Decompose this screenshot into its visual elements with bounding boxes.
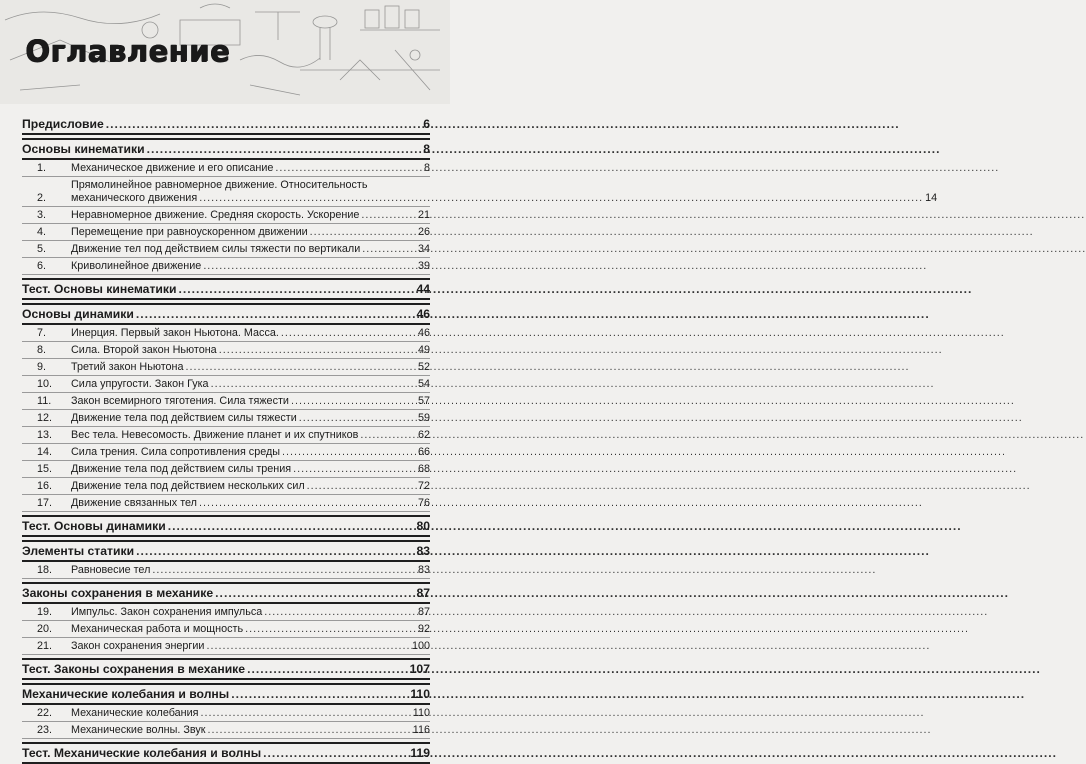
item-number: 13. xyxy=(37,429,53,441)
leader-dots xyxy=(199,497,416,510)
leader-dots xyxy=(360,429,416,442)
page-number: 14 xyxy=(925,192,938,204)
item-number: 23. xyxy=(37,724,53,736)
item-label: Равновесие тел xyxy=(71,564,151,576)
section-label: Тест. Механические колебания и волны xyxy=(22,746,262,760)
item-label: Импульс. Закон сохранения импульса xyxy=(71,606,263,618)
page-number: 66 xyxy=(417,446,430,458)
item-label: Криволинейное движение xyxy=(71,260,202,272)
page-number: 21 xyxy=(417,209,430,221)
leader-dots xyxy=(299,412,416,425)
page-number: 87 xyxy=(417,606,430,618)
toc-section-row[interactable] xyxy=(22,658,430,680)
toc-item-row[interactable] xyxy=(22,359,430,376)
page-number: 110 xyxy=(410,687,430,701)
leader-dots xyxy=(215,587,414,600)
item-number: 17. xyxy=(37,497,53,509)
section-label: Тест. Законы сохранения в механике xyxy=(22,662,246,676)
item-label: Сила упругости. Закон Гука xyxy=(71,378,209,390)
item-number: 12. xyxy=(37,412,53,424)
page-number: 107 xyxy=(409,662,430,676)
item-number: 11. xyxy=(37,395,52,407)
toc-item-row[interactable] xyxy=(22,604,430,621)
item-label: Вес тела. Невесомость. Движение планет и их спутников xyxy=(71,429,359,441)
page-number: 8 xyxy=(423,142,430,156)
page-number: 57 xyxy=(417,395,430,407)
toc-section-row[interactable] xyxy=(22,742,430,764)
leader-dots xyxy=(106,118,416,131)
item-number: 20. xyxy=(37,623,53,635)
leader-dots xyxy=(152,564,416,577)
page-number: 34 xyxy=(417,243,430,255)
leader-dots xyxy=(219,344,416,357)
leader-dots xyxy=(310,226,416,239)
page-number: 119 xyxy=(410,746,430,760)
header-illustration-area xyxy=(0,0,450,104)
item-label-block xyxy=(71,179,937,205)
leader-dots xyxy=(203,260,416,273)
section-label: Механические колебания и волны xyxy=(22,687,230,701)
item-label: Прямолинейное равномерное движение. Относительность xyxy=(71,179,368,191)
toc-section-row[interactable] xyxy=(22,540,430,562)
table-of-contents xyxy=(22,115,938,764)
page-number: 110 xyxy=(412,707,430,719)
toc-item-row[interactable] xyxy=(22,621,430,638)
item-label: Механическое движение и его описание xyxy=(71,162,274,174)
page-number: 100 xyxy=(411,640,430,652)
toc-section-row[interactable] xyxy=(22,115,430,135)
leader-dots xyxy=(281,327,416,340)
toc-item-row[interactable] xyxy=(22,638,430,655)
toc-section-row[interactable] xyxy=(22,278,430,300)
section-label: Тест. Основы кинематики xyxy=(22,282,177,296)
leader-dots xyxy=(136,545,414,558)
leader-dots xyxy=(208,724,411,737)
section-label: Предисловие xyxy=(22,117,104,131)
item-number: 2. xyxy=(37,192,47,204)
toc-item-row[interactable] xyxy=(22,224,430,241)
toc-item-row[interactable] xyxy=(22,722,430,739)
item-number: 5. xyxy=(37,243,47,255)
toc-section-row[interactable] xyxy=(22,515,430,537)
item-label: Движение тела под действием нескольких сил xyxy=(71,480,305,492)
item-label: Механическая работа и мощность xyxy=(71,623,244,635)
section-label: Элементы статики xyxy=(22,544,135,558)
page-title: Оглавление xyxy=(25,34,230,68)
page-number: 72 xyxy=(417,480,430,492)
page-number: 52 xyxy=(417,361,430,373)
leader-dots xyxy=(293,463,416,476)
page-number: 39 xyxy=(417,260,430,272)
leader-dots xyxy=(206,640,410,653)
item-label: Сила трения. Сила сопротивления среды xyxy=(71,446,281,458)
item-label: Закон всемирного тяготения. Сила тяжести xyxy=(71,395,289,407)
toc-item-row[interactable] xyxy=(22,393,430,410)
item-label: Движение тел под действием силы тяжести по вертикали xyxy=(71,243,361,255)
page-number: 59 xyxy=(417,412,430,424)
item-label: Закон сохранения энергии xyxy=(71,640,205,652)
toc-section-row[interactable] xyxy=(22,303,430,325)
item-number: 8. xyxy=(37,344,47,356)
leader-dots xyxy=(361,209,416,222)
item-label: Сила. Второй закон Ньютона xyxy=(71,344,217,356)
item-number: 18. xyxy=(37,564,53,576)
toc-item-row[interactable] xyxy=(22,495,430,512)
item-number: 14. xyxy=(37,446,53,458)
page-number: 68 xyxy=(417,463,430,475)
leader-dots xyxy=(179,283,415,296)
page-number: 8 xyxy=(423,162,430,174)
item-label-continued: механического движения xyxy=(71,192,198,204)
page-number: 116 xyxy=(412,724,430,736)
toc-item-row[interactable] xyxy=(22,444,430,461)
leader-dots xyxy=(264,606,416,619)
item-label-line2 xyxy=(71,192,937,205)
toc-section-row[interactable] xyxy=(22,683,430,705)
item-number: 6. xyxy=(37,260,47,272)
leader-dots xyxy=(291,395,416,408)
leader-dots xyxy=(362,243,416,256)
item-number: 3. xyxy=(37,209,47,221)
item-number: 16. xyxy=(37,480,53,492)
toc-item-row[interactable] xyxy=(22,410,430,427)
page-number: 83 xyxy=(417,564,430,576)
page-number: 83 xyxy=(416,544,430,558)
toc-item-row[interactable] xyxy=(22,325,430,342)
leader-dots xyxy=(211,378,416,391)
item-label: Неравномерное движение. Средняя скорость. Ускорение xyxy=(71,209,360,221)
leader-dots xyxy=(282,446,416,459)
leader-dots xyxy=(186,361,416,374)
toc-section-row[interactable] xyxy=(22,582,430,604)
item-label: Третий закон Ньютона xyxy=(71,361,184,373)
leader-dots xyxy=(245,623,416,636)
item-label: Движение тела под действием силы тяжести xyxy=(71,412,297,424)
leader-dots xyxy=(136,308,415,321)
toc-item-row[interactable] xyxy=(22,562,430,579)
page-number: 62 xyxy=(417,429,430,441)
item-number: 19. xyxy=(37,606,53,618)
item-label: Перемещение при равноускоренном движении xyxy=(71,226,308,238)
toc-item-row[interactable] xyxy=(22,177,938,207)
toc-section-row[interactable] xyxy=(22,138,430,160)
item-label: Движение тела под действием силы трения xyxy=(71,463,292,475)
page-number: 87 xyxy=(416,586,430,600)
leader-dots xyxy=(199,192,923,205)
toc-item-row[interactable] xyxy=(22,461,430,478)
item-number: 1. xyxy=(37,162,47,174)
leader-dots xyxy=(147,143,416,156)
page-number: 76 xyxy=(417,497,430,509)
page-number: 6 xyxy=(423,117,430,131)
page-number: 46 xyxy=(417,327,430,339)
section-label: Основы динамики xyxy=(22,307,134,321)
section-label: Тест. Основы динамики xyxy=(22,519,166,533)
page-number: 44 xyxy=(416,282,430,296)
toc-item-row[interactable] xyxy=(22,258,430,275)
toc-item-row[interactable] xyxy=(22,241,430,258)
section-label: Законы сохранения в механике xyxy=(22,586,214,600)
item-number: 22. xyxy=(37,707,53,719)
page-number: 46 xyxy=(416,307,430,321)
leader-dots xyxy=(263,747,408,760)
item-number: 15. xyxy=(37,463,53,475)
page-number: 54 xyxy=(417,378,430,390)
item-label: Инерция. Первый закон Ньютона. Масса. xyxy=(71,327,279,339)
toc-item-row[interactable] xyxy=(22,207,430,224)
leader-dots xyxy=(307,480,416,493)
item-number: 4. xyxy=(37,226,47,238)
item-label: Движение связанных тел xyxy=(71,497,197,509)
item-label: Механические волны. Звук xyxy=(71,724,206,736)
section-label: Основы кинематики xyxy=(22,142,145,156)
item-number: 7. xyxy=(37,327,47,339)
leader-dots xyxy=(201,707,411,720)
page-number: 80 xyxy=(416,519,430,533)
page-number: 49 xyxy=(417,344,430,356)
toc-item-row[interactable] xyxy=(22,427,430,444)
toc-item-row[interactable] xyxy=(22,705,430,722)
toc-item-row[interactable] xyxy=(22,342,430,359)
item-number: 9. xyxy=(37,361,47,373)
item-label: Механические колебания xyxy=(71,707,199,719)
toc-item-row[interactable] xyxy=(22,160,430,177)
page-number: 26 xyxy=(417,226,430,238)
leader-dots xyxy=(168,520,415,533)
leader-dots xyxy=(231,688,408,701)
leader-dots xyxy=(275,162,416,175)
toc-item-row[interactable] xyxy=(22,478,430,495)
item-number: 10. xyxy=(37,378,53,390)
toc-item-row[interactable] xyxy=(22,376,430,393)
page-number: 92 xyxy=(417,623,430,635)
leader-dots xyxy=(247,663,408,676)
item-number: 21. xyxy=(37,640,53,652)
